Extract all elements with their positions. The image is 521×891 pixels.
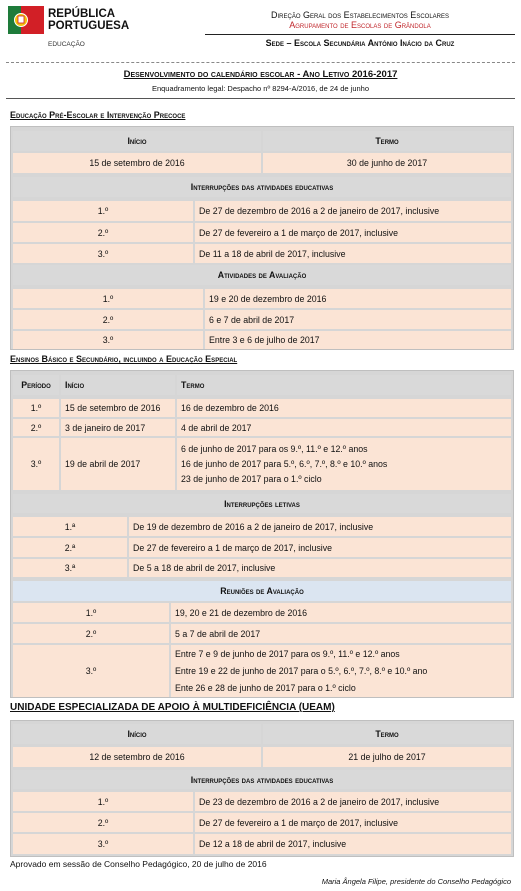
interrupcoes-header: Interrupções das atividades educativas: [13, 770, 511, 789]
period-number: 1.º: [13, 289, 203, 308]
period-number: 1.º: [13, 201, 193, 221]
table-row: [11, 289, 513, 308]
republic-logo: [8, 4, 128, 48]
reuniao-line: Entre 19 e 22 de junho de 2017 para o 5.º, 6.º, 7.º, 8.º e 10.º ano: [175, 665, 428, 676]
table-row: [11, 624, 513, 643]
signature-line: Maria Ângela Filipe, presidente do Conselho Pedagógico: [321, 877, 511, 886]
table-row: [11, 813, 513, 832]
termo-header: Termo: [177, 375, 511, 395]
table-row: [11, 834, 513, 854]
period-number: 3.º: [13, 834, 193, 854]
inicio-value: 12 de setembro de 2016: [13, 747, 261, 767]
org-line-3: Sede – Escola Secundária António Inácio da Cruz: [265, 38, 455, 48]
period-number: 3.º: [13, 645, 169, 697]
inicio-value: 15 de setembro de 2016: [13, 153, 261, 173]
period-start: 3 de janeiro de 2017: [61, 419, 175, 436]
org-line-2: Agrupamento de Escolas de Grândola: [289, 20, 431, 30]
period-dates: De 23 de dezembro de 2016 a 2 de janeiro de 2017, inclusive: [195, 792, 511, 811]
table-row: [11, 310, 513, 329]
period-dates: 5 a 7 de abril de 2017: [171, 624, 511, 643]
period-number: 3.ª: [13, 559, 127, 577]
termo-header: Termo: [263, 131, 511, 151]
inicio-header: Início: [61, 375, 175, 395]
period-number: 2.º: [13, 310, 203, 329]
period-number: 2.º: [13, 813, 193, 832]
periodo-header: Período: [13, 375, 59, 395]
table-row: [11, 792, 513, 811]
subsection-header-row: [11, 177, 513, 197]
reunioes-header: Reuniões de Avaliação: [13, 581, 511, 601]
org-line-1: Direção Geral dos Estabelecimentos Escolares: [271, 10, 449, 20]
period-dates: Entre 3 e 6 de julho de 2017: [205, 331, 511, 349]
subsection-header-row: [11, 770, 513, 789]
period-number: 2.ª: [13, 538, 127, 557]
logo-wordmark: [48, 8, 129, 32]
document-header: [0, 0, 521, 68]
reuniao-line: Ente 26 e 28 de junho de 2017 para o 1.º ciclo: [175, 682, 356, 693]
table-row: [11, 538, 513, 557]
document-title: Desenvolvimento do calendário escolar - Ano Letivo 2016-2017: [123, 69, 398, 80]
table-row: [11, 201, 513, 221]
period-end: 16 de dezembro de 2016: [177, 399, 511, 417]
termo-line: 16 de junho de 2017 para 5.º, 6.º, 7.º, 8.º e 10.º anos: [181, 458, 388, 469]
table-row: [11, 244, 513, 263]
section-title-ueam: UNIDADE ESPECIALIZADA DE APOIO À MULTIDEFICIÊNCIA (UEAM): [10, 702, 335, 713]
table-row: [11, 438, 513, 490]
period-number: 2.º: [13, 624, 169, 643]
section-title-basico: Ensinos Básico e Secundário, incluindo a Educação Especial: [10, 354, 238, 364]
republic-emblem-icon: [8, 6, 44, 34]
logo-line-2: PORTUGUESA: [48, 20, 130, 32]
period-number: 1.º: [13, 399, 59, 417]
period-dates: De 11 a 18 de abril de 2017, inclusive: [195, 244, 511, 263]
termo-header: Termo: [263, 724, 511, 744]
period-number: 3.º: [13, 244, 193, 263]
table-row: [11, 223, 513, 242]
header-dashed-rule: [6, 62, 515, 63]
period-number: 1.º: [13, 603, 169, 622]
period-start: 15 de setembro de 2016: [61, 399, 175, 417]
interrupcoes-header: Interrupções letivas: [13, 494, 511, 513]
table-row: [11, 559, 513, 577]
period-number: 3.º: [13, 438, 59, 490]
period-dates: 6 e 7 de abril de 2017: [205, 310, 511, 329]
period-dates: De 19 de dezembro de 2016 a 2 de janeiro de 2017, inclusive: [129, 517, 511, 536]
subsection-header-row: [11, 265, 513, 285]
basico-table: [10, 370, 514, 698]
subsection-header-row: [11, 494, 513, 513]
document-subtitle: Enquadramento legal: Despacho nº 8294-A/2016, de 24 de junho: [151, 84, 370, 93]
period-number: 3.º: [13, 331, 203, 349]
period-number: 2.º: [13, 419, 59, 436]
table-row: [11, 603, 513, 622]
termo-value: 21 de julho de 2017: [263, 747, 511, 767]
interrupcoes-header: Interrupções das atividades educativas: [13, 177, 511, 197]
table-row: [11, 645, 513, 697]
table-row: [11, 399, 513, 417]
period-number: 1.º: [13, 792, 193, 811]
logo-subtitle: EDUCAÇÃO: [48, 41, 85, 48]
section-title-pre-escolar: Educação Pré-Escolar e Intervenção Precoce: [10, 110, 186, 120]
inicio-header: Início: [13, 724, 261, 744]
ueam-table: [10, 720, 514, 857]
pre-escolar-table: [10, 126, 514, 350]
reuniao-line: Entre 7 e 9 de junho de 2017 para os 9.º, 11.º e 12.º anos: [175, 648, 400, 659]
period-dates: 19 e 20 de dezembro de 2016: [205, 289, 511, 308]
period-dates: De 5 a 18 de abril de 2017, inclusive: [129, 559, 511, 577]
table-row: [11, 419, 513, 436]
inicio-header: Início: [13, 131, 261, 151]
logo-line-1: REPÚBLICA: [48, 8, 116, 20]
table-header-row: [11, 131, 513, 151]
table-row: [11, 747, 513, 767]
table-row: [11, 331, 513, 349]
period-dates: De 27 de dezembro de 2016 a 2 de janeiro de 2017, inclusive: [195, 201, 511, 221]
table-row: [11, 517, 513, 536]
period-end: [177, 438, 511, 490]
period-dates: De 27 de fevereiro a 1 de março de 2017, inclusive: [195, 223, 511, 242]
title-rule: [6, 98, 515, 99]
table-row: [11, 153, 513, 173]
period-number: 2.º: [13, 223, 193, 242]
avaliacao-header: Atividades de Avaliação: [13, 265, 511, 285]
subsection-header-row: [11, 581, 513, 601]
table-header-row: [11, 375, 513, 395]
period-end: 4 de abril de 2017: [177, 419, 511, 436]
period-dates: 19, 20 e 21 de dezembro de 2016: [171, 603, 511, 622]
table-header-row: [11, 724, 513, 744]
period-dates: De 27 de fevereiro a 1 de março de 2017, inclusive: [129, 538, 511, 557]
period-dates: De 12 a 18 de abril de 2017, inclusive: [195, 834, 511, 854]
termo-value: 30 de junho de 2017: [263, 153, 511, 173]
header-divider: [205, 34, 515, 35]
period-start: 19 de abril de 2017: [61, 438, 175, 490]
period-number: 1.ª: [13, 517, 127, 536]
period-dates: [171, 645, 511, 697]
period-dates: De 27 de fevereiro a 1 de março de 2017, inclusive: [195, 813, 511, 832]
approval-note: Aprovado em sessão de Conselho Pedagógico, 20 de julho de 2016: [10, 859, 267, 869]
termo-line: 23 de junho de 2017 para o 1.º ciclo: [181, 473, 322, 484]
organization-block: [205, 10, 515, 30]
termo-line: 6 de junho de 2017 para os 9.º, 11.º e 12.º anos: [181, 443, 368, 454]
